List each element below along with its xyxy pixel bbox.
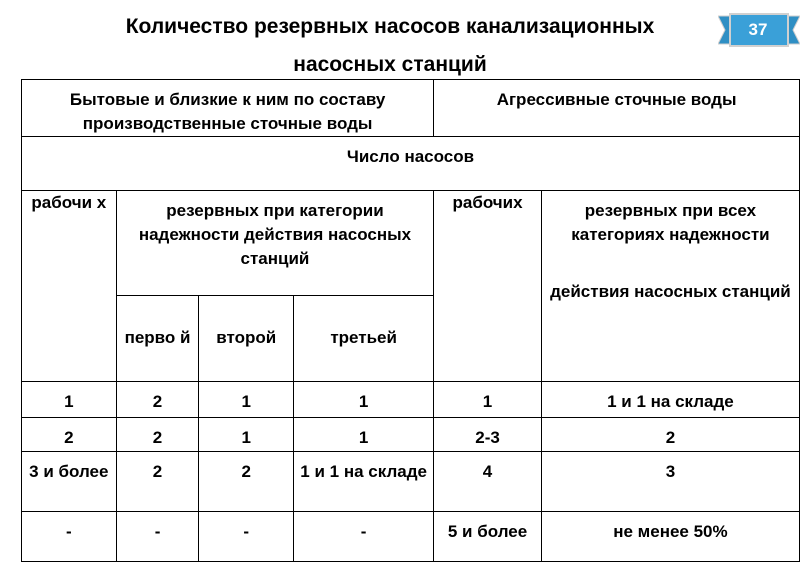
slide-number: 37 [748,20,768,39]
header-reserve-by-category: резервных при категории надежности действия насосных станций [116,191,434,296]
cell: 2 [199,452,294,512]
cell: 2 [22,418,117,452]
slide-title [40,8,740,84]
cell: - [294,512,434,562]
header-reserve-all-categories-line2: действия насосных станций [550,282,791,301]
cell: 1 и 1 на складе [294,452,434,512]
cell: - [22,512,117,562]
slide-title-line2: насосных станций [293,53,487,76]
cell: 1 [434,382,542,418]
cell: 1 [22,382,117,418]
table-row [22,382,800,418]
cell: 1 [199,382,294,418]
cell: 1 и 1 на складе [541,382,799,418]
header-reserve-all-categories [541,191,799,382]
table-row [22,452,800,512]
cell: 1 [294,382,434,418]
cell: не менее 50% [541,512,799,562]
cell: 3 [541,452,799,512]
header-working-aggressive: рабочих [434,191,542,382]
cell: 1 [199,418,294,452]
cell: 2 [116,452,199,512]
cell: 2-3 [434,418,542,452]
cell: 4 [434,452,542,512]
table-row [22,418,800,452]
header-category-first: перво й [116,296,199,382]
table-header-row [22,137,800,191]
cell: 2 [116,382,199,418]
cell: 2 [541,418,799,452]
cell: 3 и более [22,452,117,512]
table-header-row [22,80,800,137]
table-header-row [22,191,800,296]
header-category-second: второй [199,296,294,382]
table-row [22,512,800,562]
slide-title-line1: Количество резервных насосов канализационных [125,15,655,38]
header-working-domestic: рабочи х [22,191,117,382]
header-aggressive-wastewater: Агрессивные сточные воды [434,80,800,137]
header-pumps-count: Число насосов [22,137,800,191]
cell: 2 [116,418,199,452]
slide-number-badge [718,12,800,48]
header-reserve-all-categories-line1: резервных при всех категориях надежности [571,201,770,244]
cell: 5 и более [434,512,542,562]
cell: - [116,512,199,562]
reserve-pumps-table [21,79,800,562]
cell: - [199,512,294,562]
header-domestic-wastewater: Бытовые и близкие к ним по составу производственные сточные воды [22,80,434,137]
cell: 1 [294,418,434,452]
header-category-third: третьей [294,296,434,382]
